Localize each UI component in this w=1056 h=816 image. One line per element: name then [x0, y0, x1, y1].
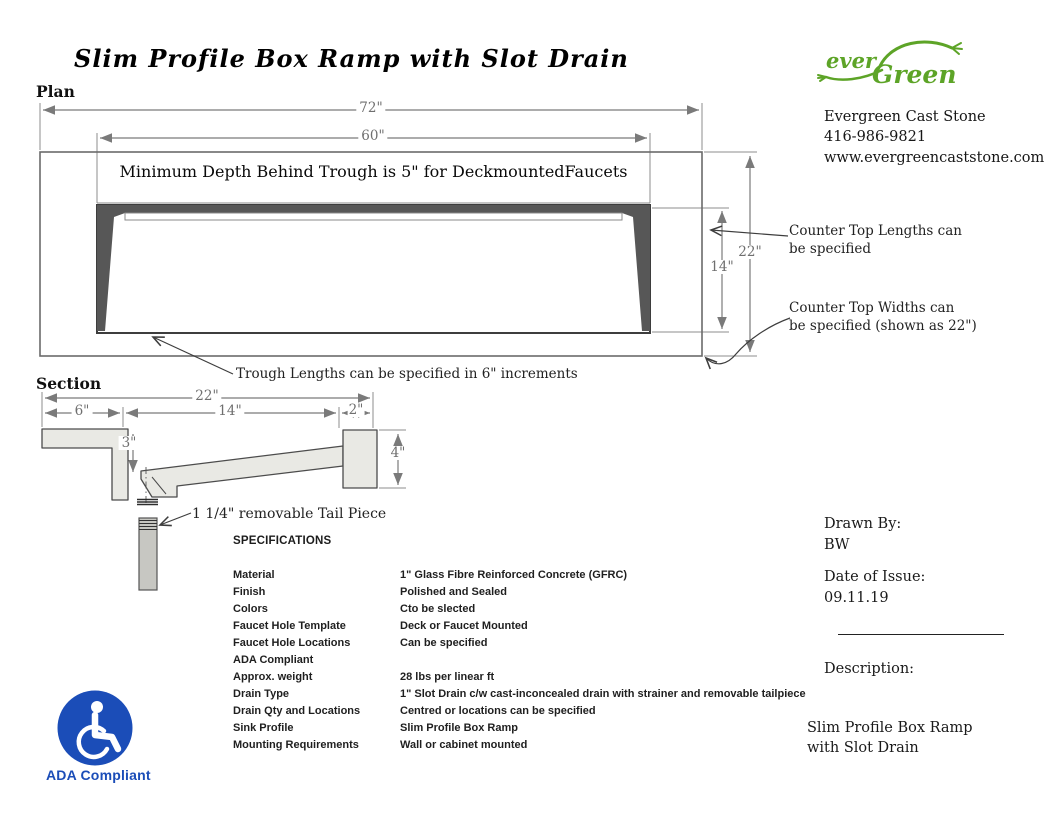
- spec-table-rows: [233, 566, 833, 754]
- dim-section-height: 4": [388, 446, 409, 460]
- dim-section-drop: 3": [119, 436, 140, 450]
- spec-value: 28 lbs per linear ft: [400, 671, 495, 684]
- spec-label: Drain Type: [233, 688, 290, 701]
- company-name: Evergreen Cast Stone: [824, 109, 986, 125]
- plan-drawing: [40, 103, 790, 374]
- spec-value: Cto be slected: [400, 602, 476, 615]
- company-website: www.evergreencaststone.com: [824, 149, 1045, 166]
- spec-label: ADA Compliant: [233, 654, 314, 667]
- annotation-counter-length-line1: Counter Top Lengths can: [789, 223, 962, 239]
- dim-section-back: 2": [348, 402, 364, 418]
- spec-row: [233, 583, 833, 600]
- spec-row: [233, 651, 833, 668]
- spec-value: Deck or Faucet Mounted: [400, 619, 528, 632]
- dim-counter-width: 22": [735, 245, 764, 259]
- page-title: Slim Profile Box Ramp with Slot Drain: [74, 44, 629, 73]
- spec-row: [233, 720, 833, 737]
- spec-row: [233, 600, 833, 617]
- title-block-divider: [838, 634, 1004, 635]
- spec-value: 1" Slot Drain c/w cast-inconcealed drain with strainer and removable tailpiece: [400, 688, 806, 701]
- section-view-label: Section: [36, 374, 102, 393]
- spec-label: Approx. weight: [233, 671, 313, 684]
- description-line1: Slim Profile Box Ramp: [807, 720, 973, 736]
- annotation-counter-length: [789, 223, 962, 259]
- drawn-by-label: Drawn By:: [824, 516, 902, 532]
- spec-value: Can be specified: [400, 636, 488, 649]
- dim-section-overall: 22": [192, 389, 221, 403]
- spec-row: [233, 634, 833, 651]
- ada-wheelchair-icon: [58, 691, 133, 766]
- spec-value: 1" Glass Fibre Reinforced Concrete (GFRC): [400, 568, 628, 581]
- plan-view-label: Plan: [36, 82, 75, 101]
- min-depth-note: Minimum Depth Behind Trough is 5" for DeckmountedFaucets: [119, 162, 628, 181]
- spec-label: Faucet Hole Locations: [233, 636, 351, 649]
- company-phone: 416-986-9821: [824, 129, 927, 146]
- spec-value: Wall or cabinet mounted: [400, 739, 528, 752]
- drawn-by-value: BW: [824, 537, 850, 553]
- spec-row: [233, 617, 833, 634]
- spec-label: Colors: [233, 602, 268, 615]
- dim-trough-length: 60": [358, 129, 387, 143]
- dim-trough-width: 14": [707, 260, 736, 274]
- annotation-counter-length-line2: be specified: [789, 240, 871, 257]
- spec-value: Polished and Sealed: [400, 585, 507, 598]
- spec-label: Finish: [233, 585, 266, 598]
- spec-value: Slim Profile Box Ramp: [400, 722, 518, 735]
- tail-piece-note: 1 1/4" removable Tail Piece: [192, 506, 387, 522]
- annotation-counter-width-line2: be specified (shown as 22"): [789, 317, 977, 334]
- description-label: Description:: [824, 661, 915, 677]
- description-line2: with Slot Drain: [807, 740, 919, 756]
- spec-label: Material: [233, 568, 275, 581]
- spec-row: [233, 737, 833, 754]
- date-of-issue-value: 09.11.19: [824, 590, 889, 606]
- dim-section-left: 6": [72, 404, 93, 418]
- annotation-trough-length: Trough Lengths can be specified in 6" increments: [236, 366, 578, 382]
- logo-word-ever: ever: [826, 48, 876, 73]
- dim-overall-length: 72": [356, 101, 385, 115]
- date-of-issue-label: Date of Issue:: [824, 569, 926, 585]
- spec-heading: SPECIFICATIONS: [233, 535, 332, 547]
- frog-rear-toes: [818, 75, 826, 81]
- frog-front-toes: [952, 43, 962, 54]
- spec-label: Faucet Hole Template: [233, 619, 346, 632]
- annotation-counter-width-line1: Counter Top Widths can: [789, 300, 955, 316]
- spec-row: [233, 669, 833, 686]
- dim-section-trough: 14": [215, 404, 244, 418]
- spec-label: Mounting Requirements: [233, 739, 359, 752]
- spec-row: [233, 566, 833, 583]
- spec-value: Centred or locations can be specified: [400, 705, 596, 718]
- description-value: [807, 718, 973, 758]
- spec-label: Drain Qty and Locations: [233, 705, 361, 718]
- section-drawing: [42, 392, 406, 590]
- ada-compliant-label: ADA Compliant: [46, 767, 151, 783]
- logo-word-green: Green: [872, 60, 957, 89]
- company-info: [824, 107, 1044, 168]
- spec-row: [233, 703, 833, 720]
- spec-row: [233, 686, 833, 703]
- spec-label: Sink Profile: [233, 722, 294, 735]
- evergreen-logo: [816, 30, 976, 90]
- annotation-counter-width: [789, 300, 977, 336]
